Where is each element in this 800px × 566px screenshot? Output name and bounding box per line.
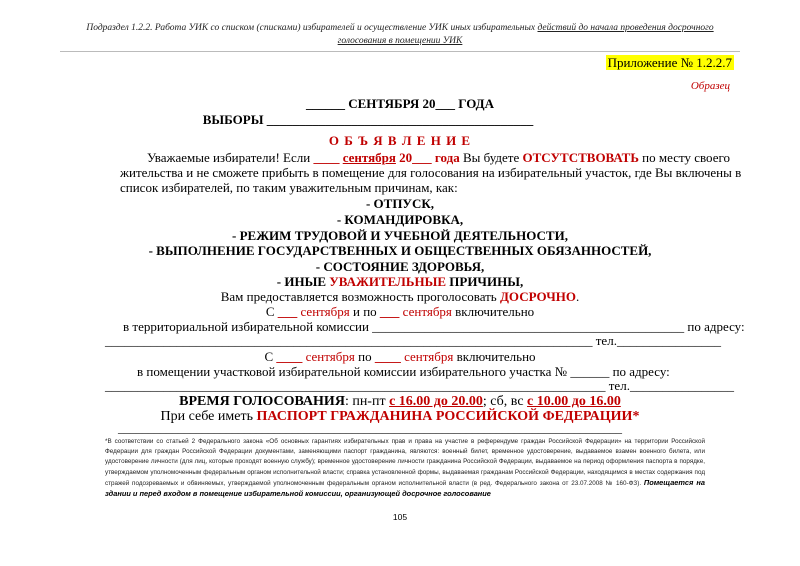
- voting-time-label: ВРЕМЯ ГОЛОСОВАНИЯ: [179, 394, 345, 409]
- intro-text-a: Уважаемые избиратели! Если: [147, 150, 314, 165]
- opportunity-period: .: [576, 289, 580, 304]
- period1-line: [0, 304, 800, 319]
- period1-month1: сентября: [297, 304, 350, 319]
- opportunity-early: ДОСРОЧНО: [499, 289, 577, 304]
- intro-year: 20___ года: [399, 150, 460, 165]
- passport-required: ПАСПОРТ ГРАЖДАНИНА РОССИЙСКОЙ ФЕДЕРАЦИИ*: [256, 409, 640, 424]
- reason-item: - ОТПУСК,: [365, 196, 435, 211]
- intro-text-c: по месту своего: [638, 150, 730, 165]
- passport-text: При себе иметь: [160, 409, 257, 424]
- notice-title: О Б Ъ Я В Л Е Н И Е: [328, 133, 472, 148]
- period1-blank1: ___: [277, 304, 298, 319]
- period2-month1: сентября: [302, 349, 355, 364]
- footnote: [105, 437, 705, 500]
- reason-item: - КОМАНДИРОВКА,: [336, 212, 464, 227]
- opportunity-text: Вам предоставляется возможность проголосовать: [220, 289, 500, 304]
- date-line: ______ СЕНТЯБРЯ 20___ ГОДА: [305, 96, 494, 111]
- reason-last-a: - ИНЫЕ: [276, 274, 330, 289]
- intro-line3: список избирателей, по таким уважительным причинам, как:: [120, 180, 458, 195]
- page-header: [60, 22, 740, 48]
- header-line1-plain: Подраздел 1.2.2. Работа УИК со списком (списками) избирателей и осуществление УИК иных избирательных: [86, 23, 538, 33]
- voting-time-line: [0, 394, 800, 409]
- reason-item: - СОСТОЯНИЕ ЗДОРОВЬЯ,: [315, 259, 485, 274]
- intro-line2: жительства и не сможете прибыть в помещение для голосования на избирательный участок, где Вы включены в: [120, 165, 742, 180]
- reason-item: - РЕЖИМ ТРУДОВОЙ И УЧЕБНОЙ ДЕЯТЕЛЬНОСТИ,: [232, 228, 568, 243]
- voting-time-weekends: ; сб, вс: [482, 394, 528, 409]
- period2-blank1: ____: [276, 349, 303, 364]
- intro-absent: ОТСУТСТВОВАТЬ: [522, 150, 639, 165]
- sample-label: Образец: [690, 80, 730, 92]
- reason-item: - ВЫПОЛНЕНИЕ ГОСУДАРСТВЕННЫХ И ОБЩЕСТВЕННЫХ ОБЯЗАННОСТЕЙ,: [148, 243, 652, 258]
- voting-time-weekday-hours: с 16.00 до 20.00: [389, 394, 483, 409]
- header-line1-underlined: действий до начала проведения досрочного: [537, 23, 714, 33]
- period1-inclusive: включительно: [451, 304, 535, 319]
- reason-last-b: УВАЖИТЕЛЬНЫЕ: [329, 274, 447, 289]
- annex-label: Приложение № 1.2.2.7: [607, 55, 732, 70]
- footnote-emphasis: Помещается на здании и перед входом в помещение избирательной комиссии, организующей досрочное голосование: [105, 477, 706, 499]
- voting-time-weekdays: : пн-пт: [344, 394, 390, 409]
- intro-month: сентября: [342, 150, 396, 165]
- divider-line: ____________________________________________________________________________________: [118, 421, 622, 435]
- address-line-1: ___________________________________________________________________________ тел.________________: [105, 333, 721, 348]
- intro-text-b: Вы будете: [459, 150, 523, 165]
- period1-from: С: [265, 304, 278, 319]
- tik-line: в территориальной избирательной комиссии ________________________________________________ по адресу:: [123, 319, 745, 334]
- elections-line: ВЫБОРЫ _________________________________________: [202, 112, 534, 127]
- opportunity-line: [0, 289, 800, 304]
- reason-item-last: [0, 274, 800, 289]
- header-line2-underlined: голосования в помещении УИК: [337, 36, 463, 46]
- period2-from: С: [264, 349, 277, 364]
- period1-to: и по: [349, 304, 380, 319]
- header-rule: [60, 51, 740, 52]
- reason-last-c: ПРИЧИНЫ,: [446, 274, 524, 289]
- period1-blank2: ___: [379, 304, 400, 319]
- period2-inclusive: включительно: [453, 349, 536, 364]
- period2-line: [0, 349, 800, 364]
- voting-time-weekend-hours: с 10.00 до 16.00: [527, 394, 621, 409]
- footnote-text: *В соответствии со статьей 2 Федерального закона «Об основных гарантиях избирательных прав и права на участие в референдуме граждан Российской Федерации» на территории Российской Федерации для граждан Российской Федерации документами, заменяющими паспорт гражданина, являются: военный билет, временное удостоверение, выдаваемое взамен военного билета, или удостоверение личности (для лиц, которые проходят военную службу); временное удостоверение личности гражданина Российской Федерации, выдаваемое на период оформления паспорта в порядке, утверждаемом уполномоченным федеральным органом исполнительной власти; справка установленной формы, выдаваемая гражданам Российской Федерации, находящимся в местах содержания под стражей подозреваемых и обвиняемых, утверждаемой уполномоченным федеральным органом исполнительной власти (в ред. Федерального закона от 23.07.2008 № 160-ФЗ).: [105, 438, 705, 487]
- uik-line: в помещении участковой избирательной комиссии избирательного участка № ______ по адресу:: [137, 364, 670, 379]
- period2-blank2: ____: [374, 349, 401, 364]
- intro-line1: [147, 150, 730, 165]
- page-number: 105: [392, 512, 408, 522]
- period2-month2: сентября: [400, 349, 454, 364]
- intro-blank-day: ____: [313, 150, 340, 165]
- address-line-2: _____________________________________________________________________________ тел.________________: [105, 378, 734, 393]
- period2-to: по: [354, 349, 375, 364]
- period1-month2: сентября: [399, 304, 452, 319]
